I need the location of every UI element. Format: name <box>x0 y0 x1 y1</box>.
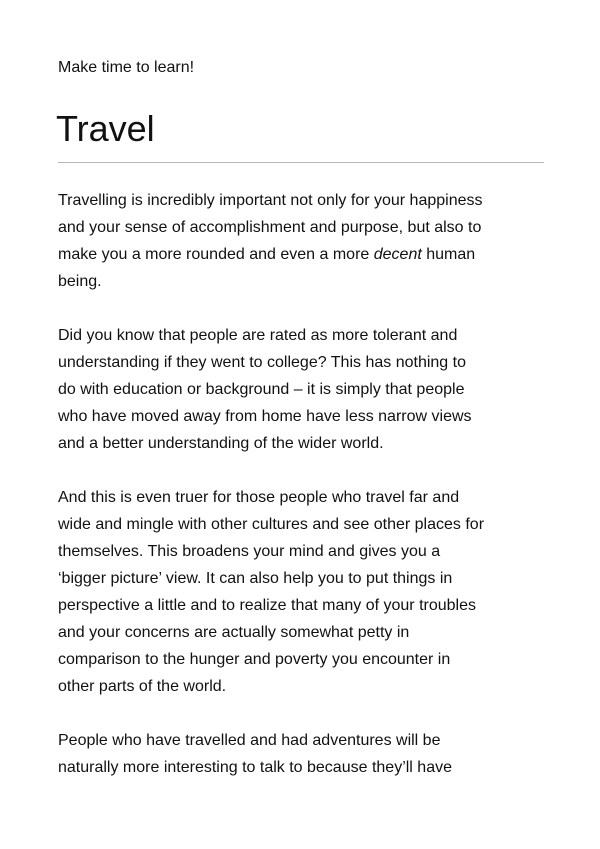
page-title: Travel <box>56 108 155 149</box>
text-line: themselves. This broadens your mind and gives you a <box>58 543 441 560</box>
text-line: do with education or background – it is simply that people <box>58 381 465 398</box>
text-line: naturally more interesting to talk to because they’ll have <box>58 759 452 776</box>
text-line: comparison to the hunger and poverty you encounter in <box>58 651 451 668</box>
text-segment: human <box>421 246 476 263</box>
text-line: People who have travelled and had adventures will be <box>58 732 441 749</box>
paragraph-4 <box>58 727 548 781</box>
text-line: and your concerns are actually somewhat petty in <box>58 624 410 641</box>
text-line: being. <box>58 273 102 290</box>
text-line: perspective a little and to realize that many of your troubles <box>58 597 476 614</box>
title-divider <box>58 162 544 163</box>
body-text <box>58 187 548 808</box>
text-segment: make you a more rounded and even a more <box>58 246 374 263</box>
text-line: Travelling is incredibly important not only for your happiness <box>58 192 483 209</box>
text-line: and your sense of accomplishment and purpose, but also to <box>58 219 482 236</box>
emphasized-word: decent <box>373 246 422 263</box>
text-line <box>58 241 548 268</box>
paragraph-1 <box>58 187 548 295</box>
text-line: ‘bigger picture’ view. It can also help you to put things in <box>58 570 453 587</box>
text-line: and a better understanding of the wider world. <box>58 435 384 452</box>
paragraph-3 <box>58 484 548 700</box>
text-line: who have moved away from home have less narrow views <box>58 408 472 425</box>
text-line: wide and mingle with other cultures and see other places for <box>58 516 485 533</box>
text-line: And this is even truer for those people who travel far and <box>58 489 460 506</box>
text-line: Did you know that people are rated as more tolerant and <box>58 327 458 344</box>
text-line: understanding if they went to college? This has nothing to <box>58 354 466 371</box>
text-line: other parts of the world. <box>58 678 227 695</box>
paragraph-2 <box>58 322 548 457</box>
page-header: Make time to learn! <box>58 59 195 76</box>
